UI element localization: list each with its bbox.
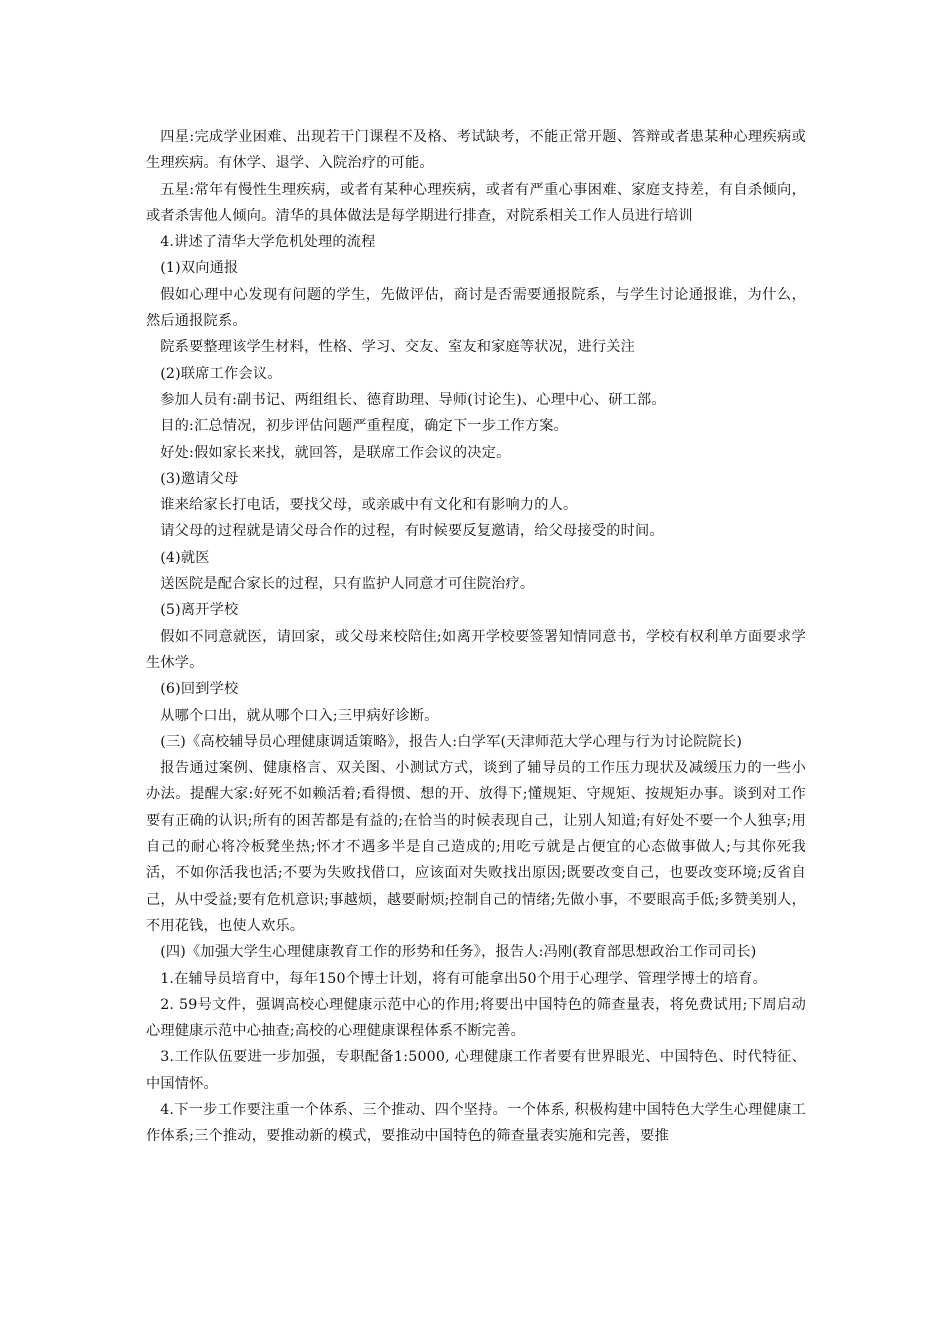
paragraph-meeting-participants: 参加人员有:副书记、两组组长、德育助理、导师(讨论生)、心理中心、研工部。 (160, 391, 666, 408)
subheading-leave-school: (5)离开学校 (160, 602, 239, 619)
paragraph-hospital: 送医院是配合家长的过程，只有监护人同意才可住院治疗。 (160, 576, 535, 593)
subheading-medical-care: (4)就医 (160, 549, 210, 566)
paragraph-item-4: 4.下一步工作要注重一个体系、三个推动、四个坚持。一个体系, 积极构建中国特色大学生心理健康工作体系;三个推动，要推动新的模式，要推动中国特色的筛查量表实施和完善，要推 (146, 1101, 806, 1145)
subheading-joint-meeting: (2)联席工作会议。 (160, 365, 282, 382)
section-heading-crisis-process: 4.讲述了清华大学危机处理的流程 (160, 234, 376, 251)
subheading-invite-parents: (3)邀请父母 (160, 470, 239, 487)
section-heading-report-three: (三)《高校辅导员心理健康调适策略》，报告人:白学军(天津师范大学心理与行为讨论院院长) (160, 733, 743, 750)
paragraph-notification-detail: 假如心理中心发现有问题的学生，先做评估，商讨是否需要通报院系，与学生讨论通报谁，为什么，然后通报院系。 (146, 286, 806, 330)
paragraph-who-calls-parents: 谁来给家长打电话，要找父母，或亲戚中有文化和有影响力的人。 (160, 497, 578, 514)
paragraph-return-detail: 从哪个口出，就从哪个口入;三甲病好诊断。 (160, 707, 439, 724)
paragraph-item-2: 2. 59号文件，强调高校心理健康示范中心的作用;将要出中国特色的筛查量表，将免费试用;下周启动心理健康示范中心抽查;高校的心理健康课程体系不断完善。 (146, 996, 806, 1040)
paragraph-meeting-purpose: 目的:汇总情况，初步评估问题严重程度，确定下一步工作方案。 (160, 418, 569, 435)
paragraph-meeting-benefit: 好处:假如家长来找，就回答，是联席工作会议的决定。 (160, 444, 511, 461)
paragraph-item-1: 1.在辅导员培育中，每年150个博士计划，将有可能拿出50个用于心理学、管理学博士的培育。 (160, 970, 767, 987)
paragraph-item-3: 3.工作队伍要进一步加强，专职配备1:5000, 心理健康工作者要有世界眼光、中国特色、时代特征、中国情怀。 (146, 1049, 806, 1092)
paragraph-four-star: 四星:完成学业困难、出现若干门课程不及格、考试缺考，不能正常开题、答辩或者患某种心理疾病或生理疾病。有休学、退学、入院治疗的可能。 (146, 129, 806, 172)
paragraph-five-star: 五星:常年有慢性生理疾病，或者有某种心理疾病，或者有严重心事困难、家庭支持差，有自杀倾向，或者杀害他人倾向。清华的具体做法是每学期进行排查，对院系相关工作人员进行培训 (146, 181, 806, 224)
section-heading-report-four: (四)《加强大学生心理健康教育工作的形势和任务》，报告人:冯刚(教育部思想政治工作司司长) (160, 944, 757, 961)
subheading-two-way-notification: (1)双向通报 (160, 260, 239, 277)
paragraph-inviting-process: 请父母的过程就是请父母合作的过程，有时候要反复邀请，给父母接受的时间。 (160, 523, 664, 540)
paragraph-leave-school-detail: 假如不同意就医，请回家，或父母来校陪住;如离开学校要签署知情同意书，学校有权利单方面要求学生休学。 (146, 628, 806, 671)
paragraph-report-three-body: 报告通过案例、健康格言、双关图、小测试方式，谈到了辅导员的工作压力现状及减缓压力的一些小办法。提醒大家:好死不如赖活着;看得惯、想的开、放得下;懂规矩、守规矩、按规矩办事。谈到对工作要有正确的认识;所有的困苦都是有益的;在恰当的时候表现自己，让别人知道;有好处不要一个人独享;用自己的耐心将冷板凳坐热;怀才不遇多半是自己造成的;用吃亏就是占便宜的心态做事做人;与其你死我活，不如你活我也活;不要为失败找借口，应该面对失败找出原因;既要改变自己，也要改变环境;反省自己，从中受益;要有危机意识;事越烦，越要耐烦;控制自己的情绪;先做小事，不要眼高手低;多赞美别人，不用花钱，也使人欢乐。 (146, 760, 806, 934)
subheading-return-school: (6)回到学校 (160, 681, 239, 698)
document-body (146, 124, 806, 1150)
paragraph-department-follow-up: 院系要整理该学生材料，性格、学习、交友、室友和家庭等状况，进行关注 (160, 339, 635, 356)
